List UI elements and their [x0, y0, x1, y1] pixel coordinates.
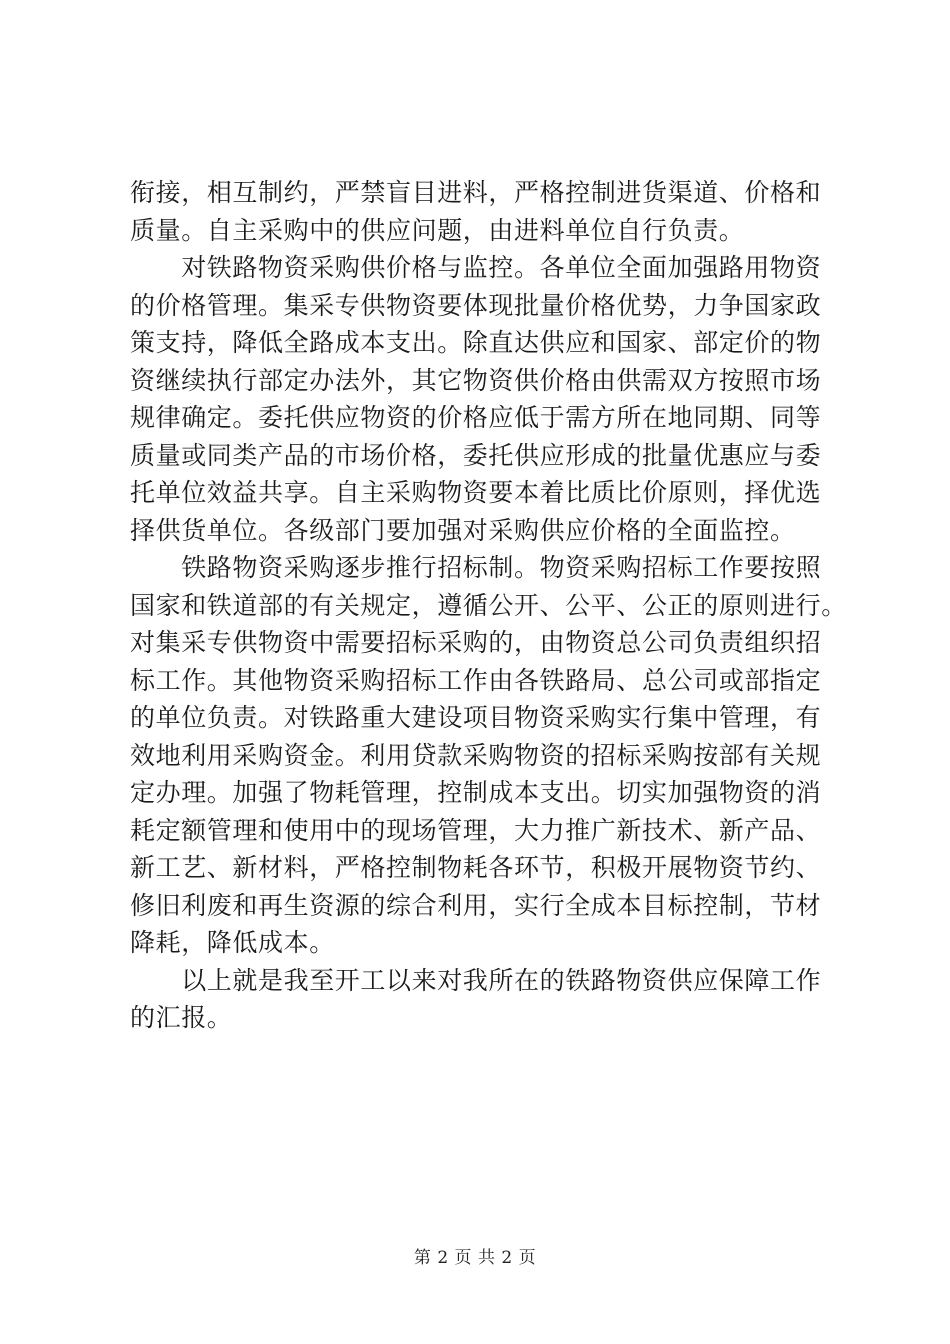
text-line: 国家和铁道部的有关规定，遵循公开、公平、公正的原则进行。: [130, 590, 847, 620]
page-number-footer: 第 2 页 共 2 页: [413, 1248, 537, 1268]
text-line: 的价格管理。集采专供物资要体现批量价格优势，力争国家政: [130, 290, 822, 320]
text-line: 的汇报。: [130, 1003, 233, 1032]
text-line: 质量或同类产品的市场价格，委托供应形成的批量优惠应与委: [130, 440, 822, 470]
text-line: 修旧利废和再生资源的综合利用，实行全成本目标控制，节材: [130, 890, 822, 920]
text-line: 质量。自主采购中的供应问题，由进料单位自行负责。: [130, 215, 745, 245]
text-line: 资继续执行部定办法外，其它物资供价格由供需双方按照市场: [130, 365, 822, 395]
text-line: 新工艺、新材料，严格控制物耗各环节，积极开展物资节约、: [130, 853, 822, 882]
text-line: 铁路物资采购逐步推行招标制。物资采购招标工作要按照: [130, 553, 822, 582]
text-line: 以上就是我至开工以来对我所在的铁路物资供应保障工作: [130, 965, 822, 995]
text-line: 降耗，降低成本。: [130, 928, 335, 957]
text-line: 对集采专供物资中需要招标采购的，由物资总公司负责组织招: [130, 628, 822, 657]
text-line: 衔接，相互制约，严禁盲目进料，严格控制进货渠道、价格和: [130, 178, 822, 207]
document-body: [130, 174, 847, 1037]
text-line: 定办理。加强了物耗管理，控制成本支出。切实加强物资的消: [130, 778, 822, 807]
text-line: 的单位负责。对铁路重大建设项目物资采购实行集中管理，有: [130, 703, 822, 732]
text-line: 标工作。其他物资采购招标工作由各铁路局、总公司或部指定: [130, 665, 822, 695]
text-line: 效地利用采购资金。利用贷款采购物资的招标采购按部有关规: [130, 740, 822, 770]
text-line: 对铁路物资采购供价格与监控。各单位全面加强路用物资: [130, 253, 822, 282]
text-line: 耗定额管理和使用中的现场管理，大力推广新技术、新产品、: [130, 815, 822, 845]
text-line: 规律确定。委托供应物资的价格应低于需方所在地同期、同等: [130, 403, 822, 432]
text-line: 托单位效益共享。自主采购物资要本着比质比价原则，择优选: [130, 478, 822, 507]
text-line: 策支持，降低全路成本支出。除直达供应和国家、部定价的物: [130, 328, 822, 357]
text-line: 择供货单位。各级部门要加强对采购供应价格的全面监控。: [130, 515, 796, 545]
